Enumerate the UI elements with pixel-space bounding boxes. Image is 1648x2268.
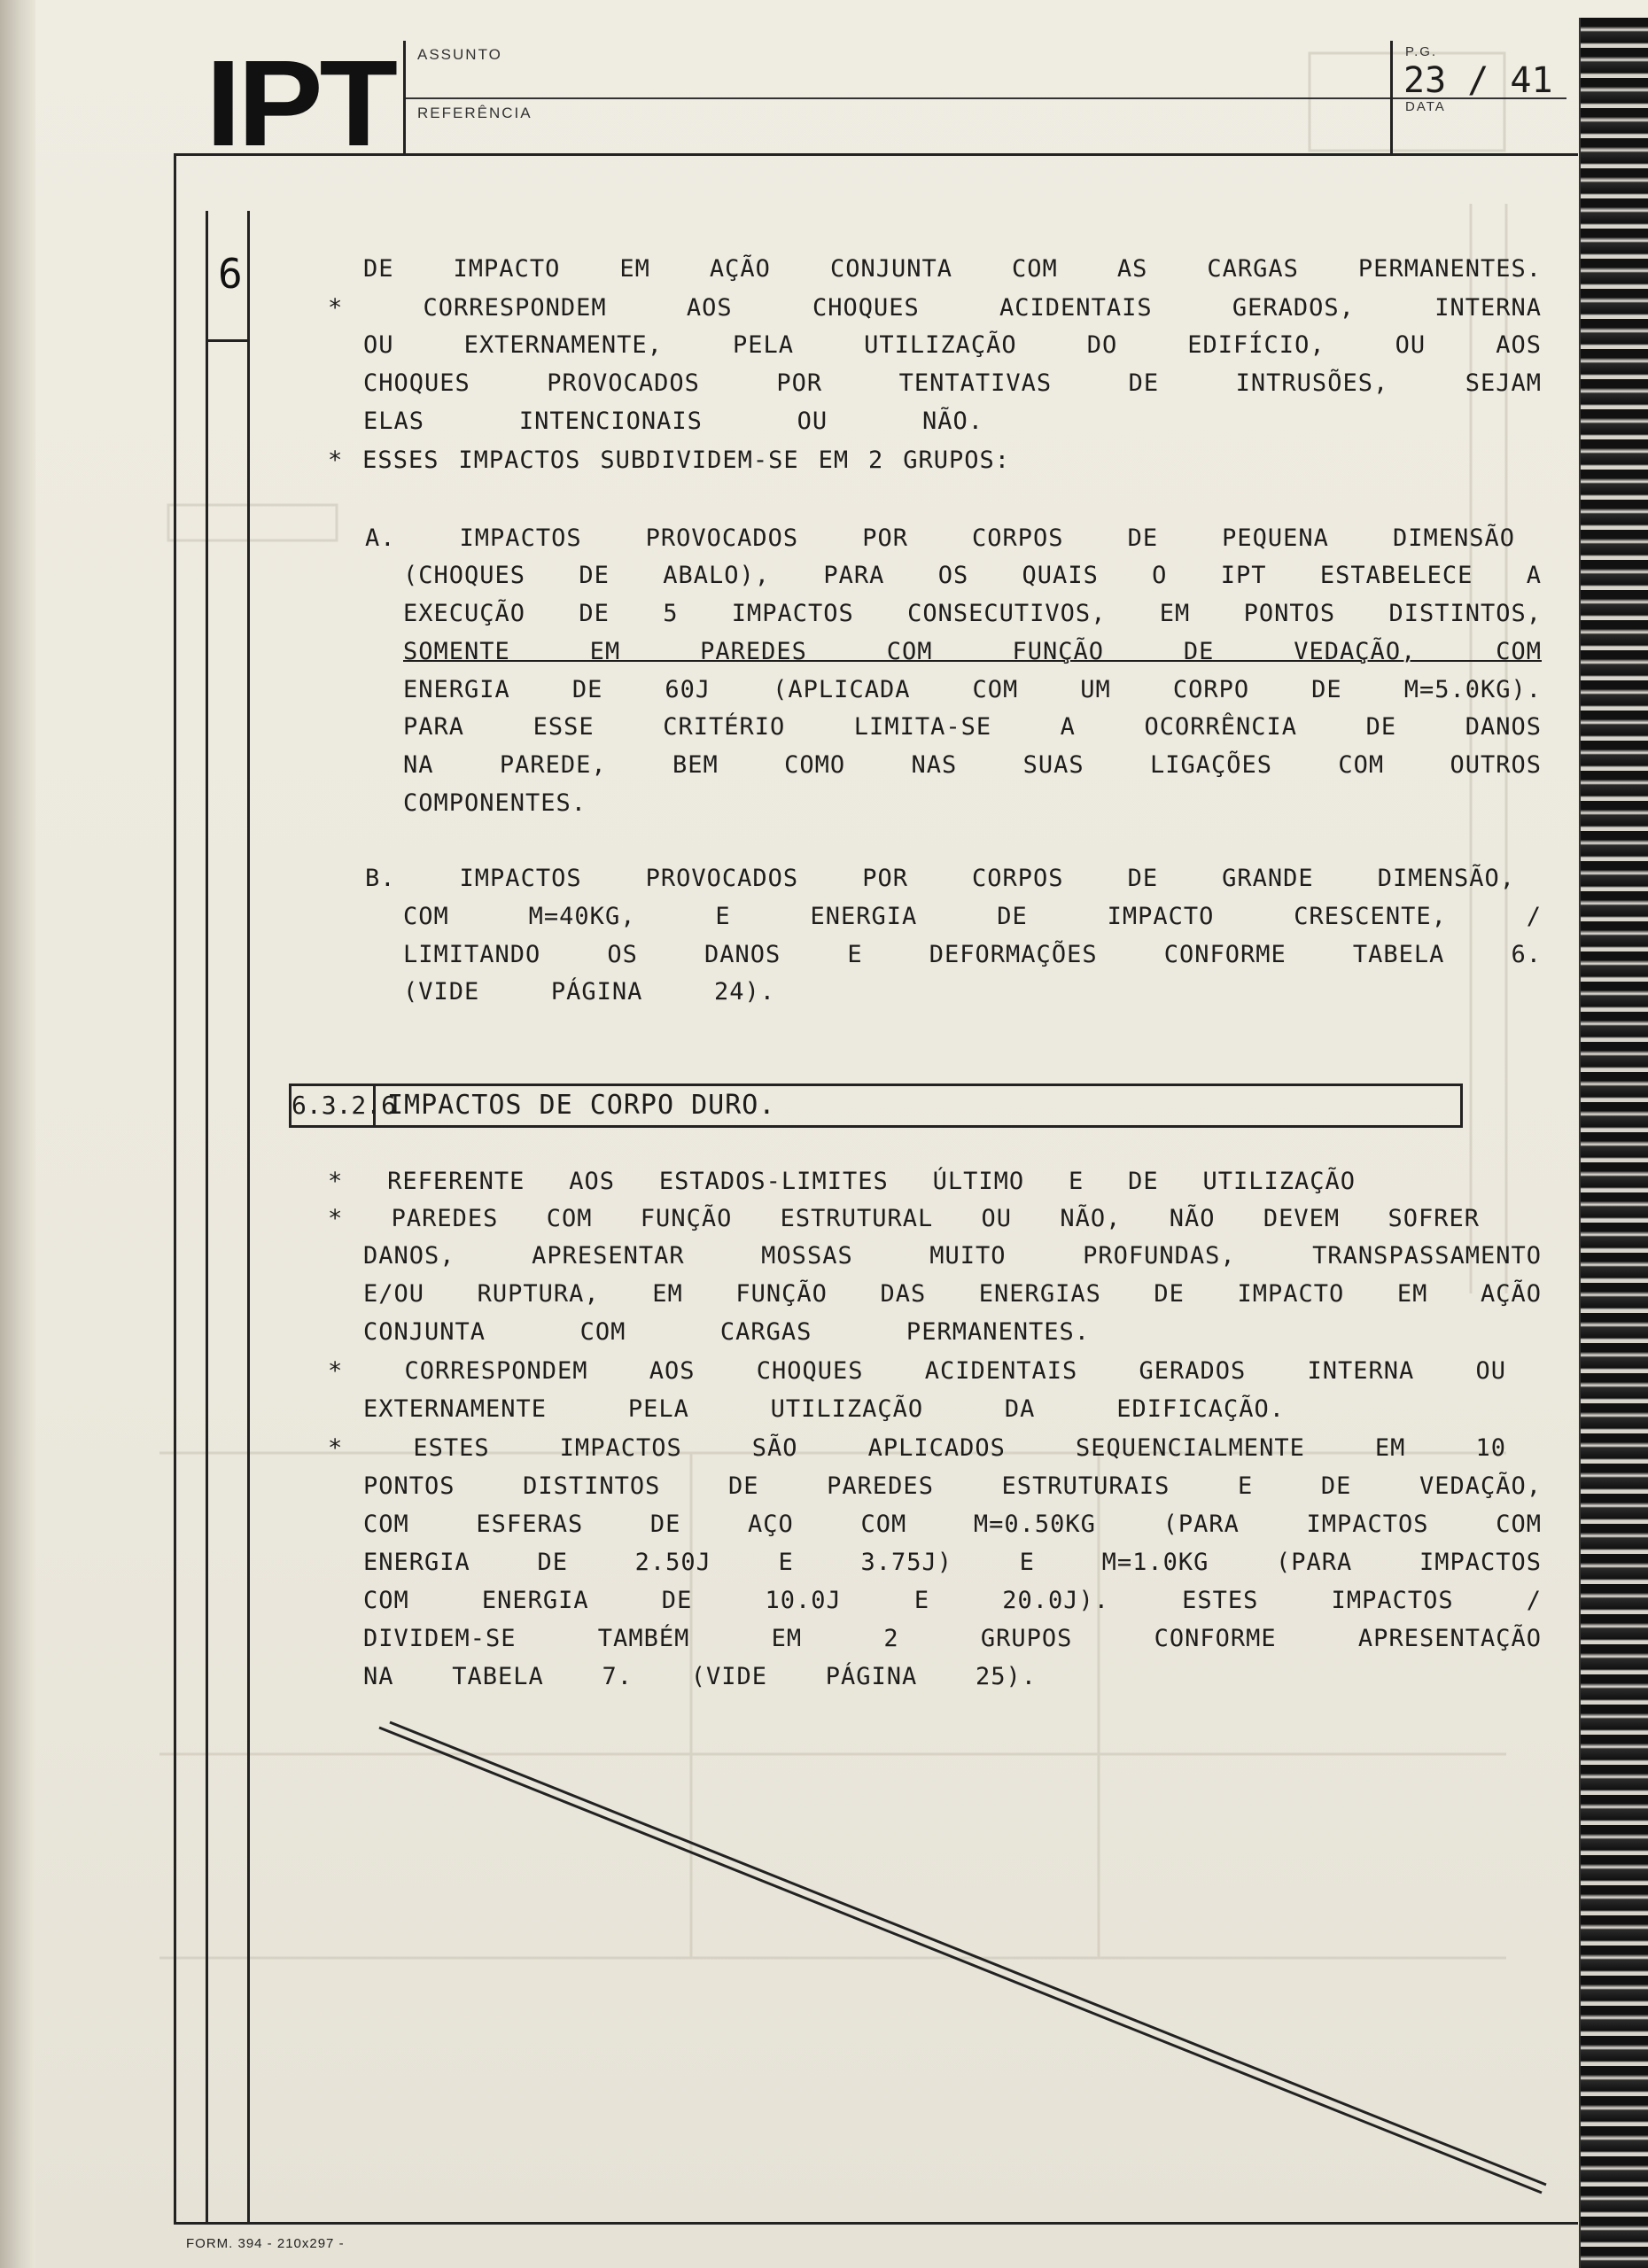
body-line: * REFERENTE AOS ESTADOS-LIMITES ÚLTIMO E DE UTILIZAÇÃO: [328, 1168, 1356, 1195]
body-line: CONJUNTA COM CARGAS PERMANENTES.: [363, 1318, 1090, 1346]
data-label: DATA: [1405, 99, 1446, 114]
item-b-line: (VIDE PÁGINA 24).: [403, 978, 775, 1006]
item-b-line: COM M=40KG, E ENERGIA DE IMPACTO CRESCENTE, /: [403, 903, 1542, 930]
item-a-line: ENERGIA DE 60J (APLICADA COM UM CORPO DE M=5.0KG).: [403, 676, 1542, 703]
body-line: CHOQUES PROVOCADOS POR TENTATIVAS DE INTRUSÕES, SEJAM: [363, 369, 1542, 397]
body-line: ENERGIA DE 2.50J E 3.75J) E M=1.0KG (PARA IMPACTOS: [363, 1549, 1542, 1576]
body-line: EXTERNAMENTE PELA UTILIZAÇÃO DA EDIFICAÇÃO.: [363, 1395, 1285, 1423]
form-label: FORM. 394 - 210x297 -: [186, 2236, 345, 2251]
spiral-binding: [1579, 18, 1648, 2268]
body-line: DIVIDEM-SE TAMBÉM EM 2 GRUPOS CONFORME APRESENTAÇÃO: [363, 1625, 1542, 1652]
item-a-line: (CHOQUES DE ABALO), PARA OS QUAIS O IPT ESTABELECE A: [403, 562, 1542, 589]
item-a-line: COMPONENTES.: [403, 789, 587, 817]
item-a-line-underlined: SOMENTE EM PAREDES COM FUNÇÃO DE VEDAÇÃO, COM: [403, 638, 1542, 665]
body-line: * CORRESPONDEM AOS CHOQUES ACIDENTAIS GERADOS INTERNA OU: [328, 1357, 1506, 1385]
body-line: PONTOS DISTINTOS DE PAREDES ESTRUTURAIS E DE VEDAÇÃO,: [363, 1472, 1542, 1500]
item-a-line: NA PAREDE, BEM COMO NAS SUAS LIGAÇÕES COM OUTROS: [403, 751, 1542, 779]
body-line: DE IMPACTO EM AÇÃO CONJUNTA COM AS CARGAS PERMANENTES.: [363, 255, 1542, 283]
body-line: COM ESFERAS DE AÇO COM M=0.50KG (PARA IMPACTOS COM: [363, 1511, 1542, 1538]
body-line: NA TABELA 7. (VIDE PÁGINA 25).: [363, 1663, 1037, 1690]
margin-section-number: 6: [218, 250, 243, 298]
body-line: * PAREDES COM FUNÇÃO ESTRUTURAL OU NÃO, NÃO DEVEM SOFRER: [328, 1205, 1480, 1232]
body-line: E/OU RUPTURA, EM FUNÇÃO DAS ENERGIAS DE IMPACTO EM AÇÃO: [363, 1280, 1542, 1308]
assunto-label: ASSUNTO: [417, 46, 502, 63]
item-a-line: PARA ESSE CRITÉRIO LIMITA-SE A OCORRÊNCIA DE DANOS: [403, 713, 1542, 741]
item-b-line: LIMITANDO OS DANOS E DEFORMAÇÕES CONFORME TABELA 6.: [403, 941, 1542, 968]
referencia-label: REFERÊNCIA: [417, 105, 532, 121]
item-b-line: B. IMPACTOS PROVOCADOS POR CORPOS DE GRANDE DIMENSÃO,: [365, 865, 1515, 892]
body-line: COM ENERGIA DE 10.0J E 20.0J). ESTES IMPACTOS /: [363, 1587, 1542, 1614]
item-a-line: A. IMPACTOS PROVOCADOS POR CORPOS DE PEQUENA DIMENSÃO: [365, 524, 1515, 552]
section-title: IMPACTOS DE CORPO DURO.: [387, 1090, 776, 1121]
item-a-line: EXECUÇÃO DE 5 IMPACTOS CONSECUTIVOS, EM PONTOS DISTINTOS,: [403, 600, 1542, 627]
page-number: 23 / 41: [1403, 60, 1553, 101]
pg-label: P.G.: [1405, 44, 1438, 59]
ipt-logo: IPT: [206, 35, 394, 172]
body-line: * ESSES IMPACTOS SUBDIVIDEM-SE EM 2 GRUPOS:: [328, 447, 1010, 474]
body-line: * ESTES IMPACTOS SÃO APLICADOS SEQUENCIALMENTE EM 10: [328, 1434, 1506, 1462]
body-line: * CORRESPONDEM AOS CHOQUES ACIDENTAIS GERADOS, INTERNA: [328, 294, 1542, 322]
body-line: ELAS INTENCIONAIS OU NÃO.: [363, 408, 983, 435]
section-number: 6.3.2.6: [292, 1086, 376, 1125]
body-line: DANOS, APRESENTAR MOSSAS MUITO PROFUNDAS, TRANSPASSAMENTO: [363, 1242, 1542, 1270]
body-line: OU EXTERNAMENTE, PELA UTILIZAÇÃO DO EDIFÍCIO, OU AOS: [363, 331, 1542, 359]
